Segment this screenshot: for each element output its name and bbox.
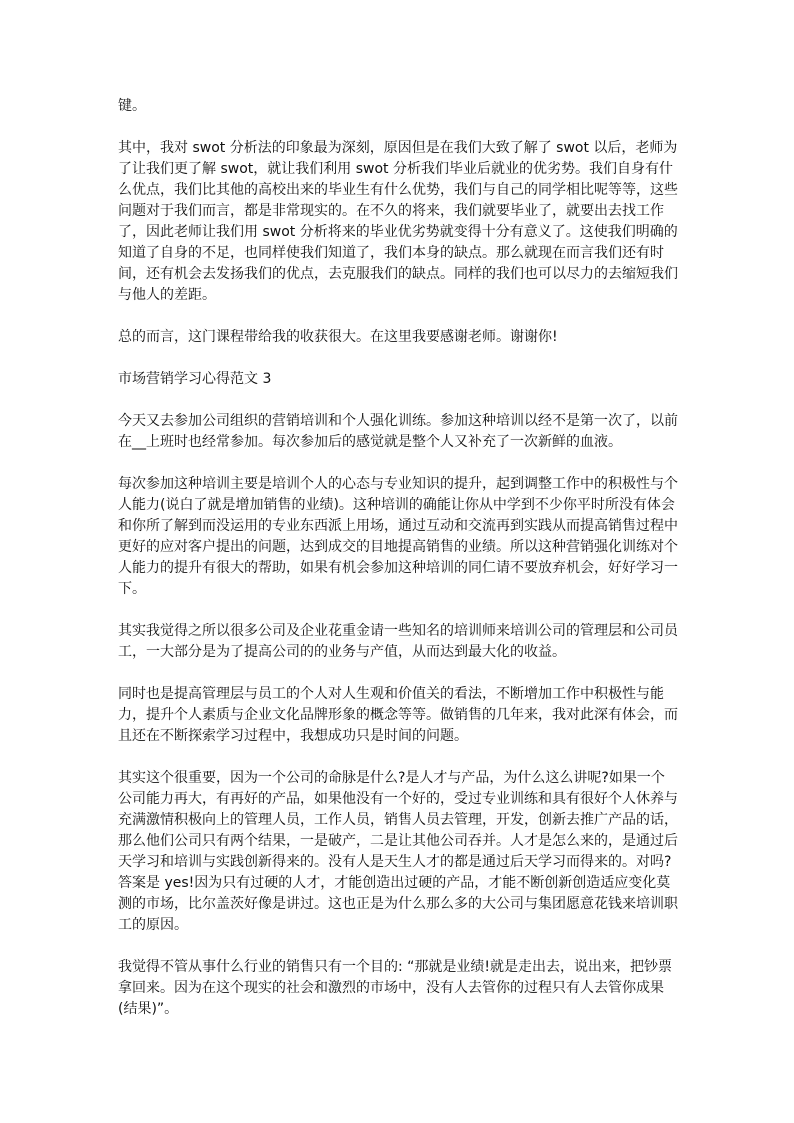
paragraph-talent-and-products: 其实这个很重要，因为一个公司的命脉是什么?是人才与产品，为什么这么讲呢?如果一个公司能力再大，有再好的产品，如果他没有一个好的，受过专业训练和具有很好个人休养与充满激情积极向上的管理人员，工作人员，销售人员去管理，开发，创新去推广产品的话，那么他们公司只有两个结果，一是破产，二是让其他公司吞并。人才是怎么来的，是通过后天学习和培训与实践创新得来的。没有人是天生人才的都是通过后天学习而得来的。对吗?答案是 yes!因为只有过硬的人才，才能创造出过硬的产品，才能不断创新创造适应变化莫测的市场，比尔盖茨好像是讲过。这也正是为什么那么多的大公司与集团愿意花钱来培训职工的原因。 xyxy=(118,770,678,933)
paragraph-training-intro: 今天又去参加公司组织的营销培训和个人强化训练。参加这种培训以经不是第一次了，以前在__上班时也经常参加。每次参加后的感觉就是整个人又补充了一次新鲜的血液。 xyxy=(118,413,678,450)
document-body xyxy=(118,96,678,1041)
paragraph-company-investment: 其实我觉得之所以很多公司及企业花重金请一些知名的培训师来培训公司的管理层和公司员工，一大部分是为了提高公司的的业务与产值，从而达到最大化的收益。 xyxy=(118,623,678,660)
paragraph-values-and-growth: 同时也是提高管理层与员工的个人对人生观和价值关的看法，不断增加工作中积极性与能力，提升个人素质与企业文化品牌形象的概念等等。做销售的几年来，我对此深有体会，而且还在不断探索学习过程中，我想成功只是时间的问题。 xyxy=(118,686,678,744)
section-title: 市场营销学习心得范文 3 xyxy=(118,371,272,387)
lead-fragment: 键。 xyxy=(118,98,146,114)
paragraph-swot-analysis: 其中，我对 swot 分析法的印象最为深刻，原因但是在我们大致了解了 swot 以后，老师为了让我们更了解 swot，就让我们利用 swot 分析我们毕业后就业的优劣势。我们自身有什么优点，我们比其他的高校出来的毕业生有什么优势，我们与自己的同学相比呢等等，这些问题对于我们而言，都是非常现实的。在不久的将来，我们就要毕业了，就要出去找工作了，因此老师让我们用 swot 分析将来的毕业优劣势就变得十分有意义了。这使我们明确的知道了自身的不足，也同样使我们知道了，我们本身的缺点。那么就现在而言我们还有时间，还有机会去发扬我们的优点，去克服我们的缺点。同样的我们也可以尽力的去缩短我们与他人的差距。 xyxy=(118,140,678,303)
paragraph-course-summary: 总的而言，这门课程带给我的收获很大。在这里我要感谢老师。谢谢你! xyxy=(118,329,558,345)
paragraph-sales-goal: 我觉得不管从事什么行业的销售只有一个目的: “那就是业绩!就是走出去，说出来，把钞票拿回来。因为在这个现实的社会和激烈的市场中，没有人去管你的过程只有人去管你成果(结果)”。 xyxy=(118,959,673,1017)
paragraph-training-benefits: 每次参加这种培训主要是培训个人的心态与专业知识的提升，起到调整工作中的积极性与个人能力(说白了就是增加销售的业绩)。这种培训的确能让你从中学到不少你平时所没有体会和你所了解到而没运用的专业东西派上用场，通过互动和交流再到实践从而提高销售过程中更好的应对客户提出的问题，达到成交的目地提高销售的业绩。所以这种营销强化训练对个人能力的提升有很大的帮助，如果有机会参加这种培训的同仁请不要放弃机会，好好学习一下。 xyxy=(118,476,678,597)
